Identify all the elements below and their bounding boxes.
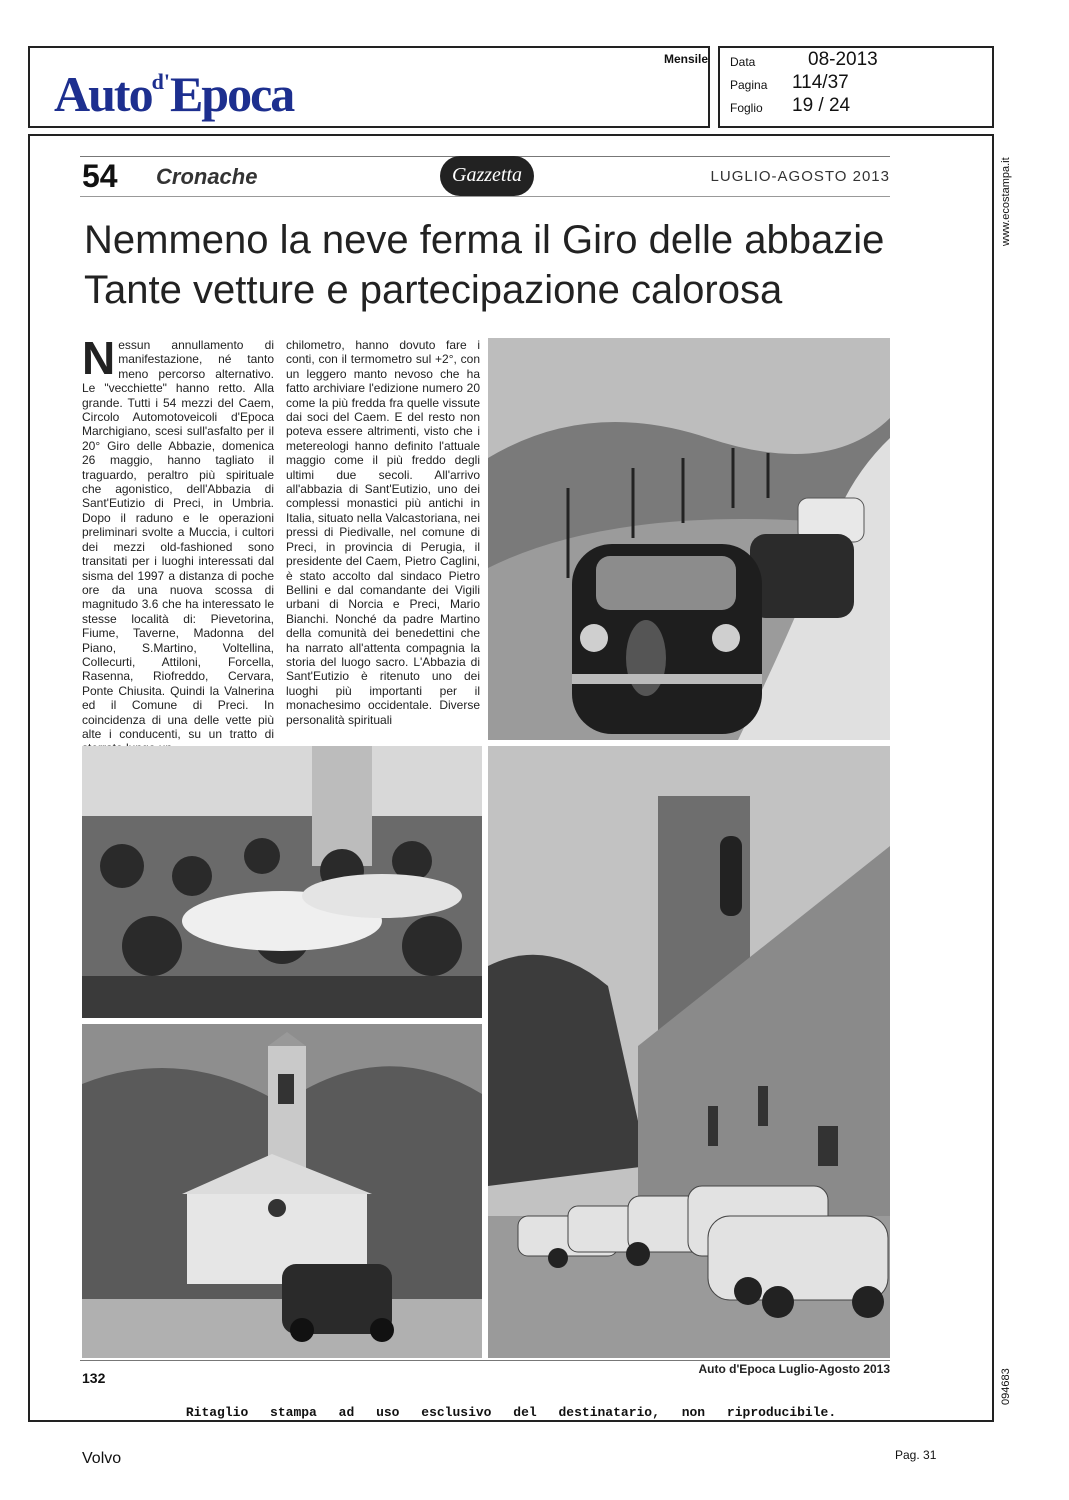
date-label: Data [730, 55, 756, 69]
code-vertical: 094683 [1000, 1368, 1012, 1405]
magazine-logo: Auto$^{d'}$Epoca [54, 66, 294, 122]
article-page-number: 54 [82, 158, 118, 194]
top-rule-lower [80, 196, 890, 197]
website-vertical: www.ecostampa.it [1000, 157, 1012, 246]
bottom-rule [80, 1360, 890, 1361]
sheet-label: Foglio [730, 101, 763, 115]
photo-cars-on-road [488, 338, 890, 740]
gazzetta-masthead: Gazzetta [440, 156, 534, 196]
headline-line-2: Tante vetture e partecipazione calorosa [84, 268, 783, 312]
date-value: 08-2013 [808, 49, 878, 70]
photo-dinner-hall [82, 746, 482, 1018]
section-title: Cronache [156, 164, 258, 189]
column-1-text: essun annullamento di manifestazione, né tanto meno percorso alternativo. Le "vecchiette" hanno retto. Alla grande. Tutti i 54 mezzi del Caem, Circolo Automotoveicoli d'Epoca Marchigiano, scesi sull'asfalto per il 20° Giro delle Abbazie, domenica 26 maggio, hanno tagliato il traguardo, peraltro più spirituale che agonistico, dell'Abbazia di Sant'Eutizio di Preci, in Umbria. Dopo il raduno e le operazioni preliminari svolte a Muccia, i cultori dei mezzi old-fashioned sono transitati per i luoghi interessati dal sisma del 1997 a distanza di poche ore da una nuova scossa di magnitudo 3.6 che ha interessato le stesse località di: Pievetorina, Fiume, Taverne, Madonna del Piano, S.Martino, Voltellina, Collecurti, Attiloni, Forcella, Rasenna, Riofreddo, Cervara, Ponte Chiusita. Quindi la Valnerina ed il Comune di Preci. In coincidenza di una delle vette più alte i conducenti, su un tratto di [82, 338, 274, 741]
frequency-label: Mensile [664, 52, 709, 66]
magazine-page-number: 132 [82, 1370, 106, 1386]
page-label: Pagina [730, 78, 768, 92]
article-column-1 [82, 332, 274, 741]
magazine-footer-credit: Auto d'Epoca Luglio-Agosto 2013 [698, 1362, 890, 1376]
article-column-2 [286, 338, 480, 738]
drop-cap: N [82, 332, 116, 384]
column-2-text: chilometro, hanno dovuto fare i conti, con il termometro sul +2°, con un leggero manto nevoso che ha fatto archiviare l'edizione numero 20 come la più fredda fra quelle vissute dai soci del Caem. E del resto non poteva essere altrimenti, visto che i metereologi hanno definito l'attuale maggio come il più freddo degli ultimi due secoli. All'arrivo all'abbazia di Sant'Eutizio, uno dei complessi monastici più antichi in Italia, situato nella Valcastoriana, nei pressi di Piedivalle, nel comune di Preci, in provincia di Perugia, il presidente del Caem, Pietro Caglini, è stato accolto dal sindaco Pietro Bellini e dal comandante dei Vigili urbani di Norcia e Preci, Mario Bianchi. Nonché da padre Martino della comunità dei benedettini che ha narrato all'attenta compagnia la storia del luogo sacro. L'Abbazia di Sant'Eutizio è ritenuto uno dei luoghi più importanti per il monachesimo occidentale. Diverse personalità spirituali [286, 338, 480, 727]
sheet-value: 19 / 24 [792, 95, 851, 116]
client-brand: Volvo [82, 1450, 122, 1467]
page-value: 114/37 [792, 72, 849, 93]
press-clipping-disclaimer: Ritaglio stampa ad uso esclusivo del destinatario, non riproducibile. [185, 1405, 837, 1420]
photo-abbey-parked-cars [488, 746, 890, 1358]
headline-line-1: Nemmeno la neve ferma il Giro delle abbazie [84, 218, 885, 262]
document-page-number: Pag. 31 [895, 1448, 937, 1462]
issue-date: LUGLIO-AGOSTO 2013 [710, 168, 890, 185]
photo-church-with-car [82, 1024, 482, 1358]
